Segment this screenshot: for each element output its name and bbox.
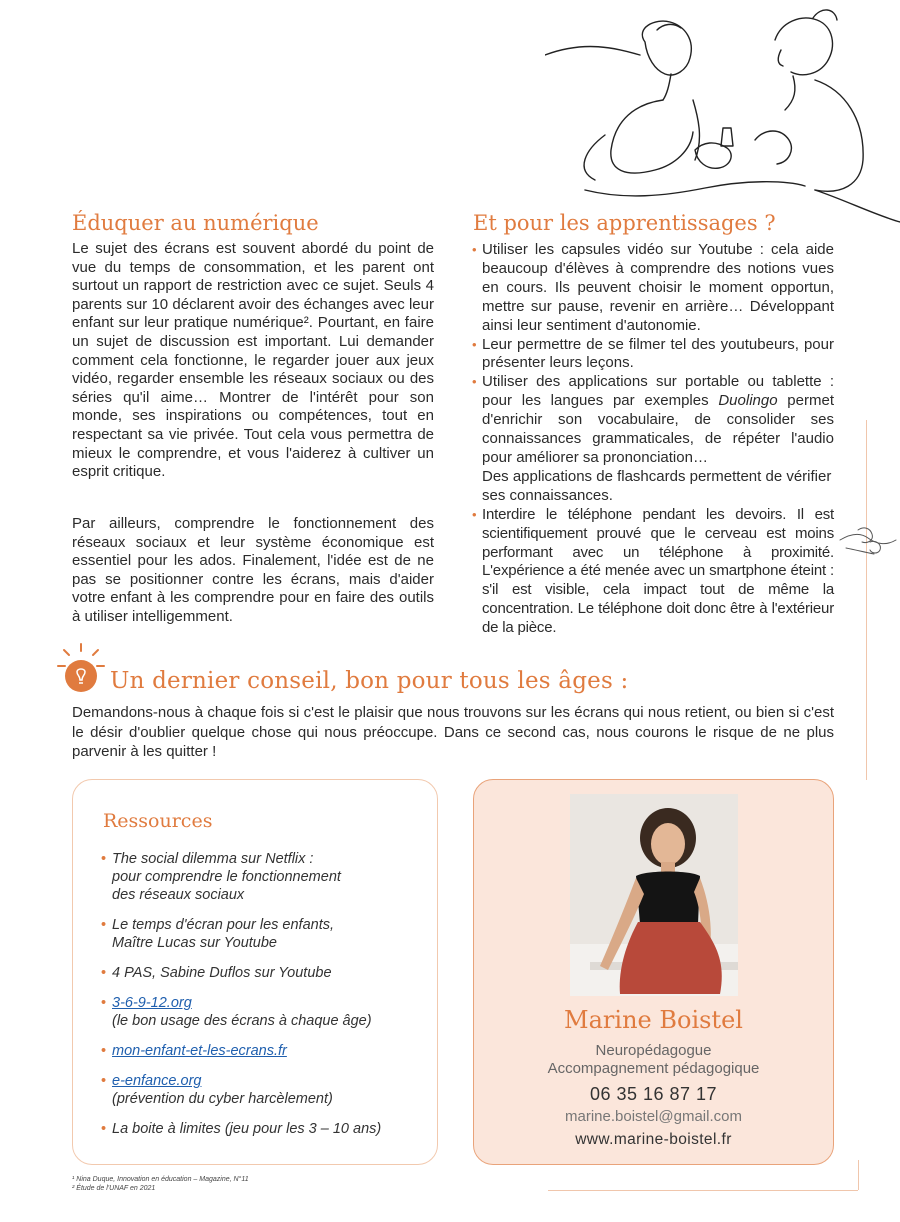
link-e-enfance[interactable]: e-enfance.org — [112, 1073, 202, 1089]
resource-item-maitre-lucas — [101, 916, 421, 952]
resource-line: The social dilemma sur Netflix : — [112, 851, 314, 867]
profile-photo — [570, 794, 738, 996]
resource-line: Le temps d'écran pour les enfants, — [112, 917, 335, 933]
tip-text: Demandons-nous à chaque fois si c'est le plaisir que nous trouvons sur les écrans qui nous retient, ou bien si c'est le désir d'oublier quelque chose qui nous préoccupe. Dans ce second cas, nous courons le risque de ne plus parvenir à les quitter ! — [72, 704, 834, 760]
profile-email[interactable]: marine.boistel@gmail.com — [565, 1108, 742, 1125]
bottom-rule — [548, 1190, 858, 1191]
resources-box — [72, 779, 438, 1165]
couple-line-drawing — [545, 0, 900, 225]
resource-item-4pas — [101, 964, 421, 982]
resource-line: (prévention du cyber harcèlement) — [112, 1091, 333, 1107]
resource-line: des réseaux sociaux — [112, 887, 245, 903]
resources-title: Ressources — [103, 810, 213, 832]
profile-website[interactable]: www.marine-boistel.fr — [575, 1131, 732, 1148]
list-item: • Utiliser les capsules vidéo sur Youtube : cela aide beaucoup d'élèves à comprendre des notions vues en cours. Ils peuvent choisir le moment opportun, mettre sur pause, revenir en arrière… Développant ainsi leur sentiment d'autonomie. — [472, 241, 834, 336]
profile-role-1: Neuropédagogue — [595, 1042, 712, 1059]
resource-item-boite-a-limites — [101, 1120, 421, 1138]
bottom-right-rule — [858, 1160, 859, 1190]
resource-item-netflix — [101, 850, 421, 904]
apps-text-before: Utiliser des applications sur portable ou tablette : pour les langues par exemples — [482, 373, 834, 410]
link-mon-enfant-et-les-ecrans[interactable]: mon-enfant-et-les-ecrans.fr — [112, 1043, 287, 1059]
list-item: • Interdire le téléphone pendant les devoirs. Il est scientifiquement prouvé que le cerveau est moins performant avec un téléphone à proximité. L'expérience a été menée avec un smartphone éteint : s'il est visible, cela impact tout de même la concentration. Le téléphone doit donc être à l'extérieur de la pièce. — [472, 506, 834, 638]
lightbulb-icon — [56, 642, 106, 694]
tip-title: Un dernier conseil, bon pour tous les âges : — [110, 668, 629, 694]
list-item — [472, 373, 834, 505]
resource-line: 4 PAS, Sabine Duflos sur Youtube — [112, 965, 332, 981]
resource-line: (le bon usage des écrans à chaque âge) — [112, 1013, 372, 1029]
left-paragraph-1: Le sujet des écrans est souvent abordé du point de vue du temps de consommation, et les parent ont surtout un rapport de restriction avec ce sujet. Seuls 4 parents sur 10 déclarent avoir des échanges avec leur enfant sur leur pratique numérique². Pourtant, en faire un sujet de discussion est important. Lui demander comment cela fonctionne, le regarder jouer aux jeux vidéo, regarder ensemble les réseaux sociaux ou des séries qu'il aime… Montrer de l'intérêt pour son monde, ses inspirations ou compétences, tout en respectant sa vie privée. Tout cela vous permettra de mieux le comprendre, et vous l'aiderez à cultiver un esprit critique. — [72, 240, 434, 481]
profile-role-2: Accompagnement pédagogique — [547, 1060, 760, 1077]
right-margin-rule — [866, 420, 867, 780]
resource-item-e-enfance — [101, 1072, 421, 1108]
resources-list — [101, 850, 421, 1150]
resource-item-3-6-9-12 — [101, 994, 421, 1030]
profile-name: Marine Boistel — [564, 1006, 743, 1034]
footnote-2: ² Étude de l'UNAF en 2021 — [72, 1185, 156, 1192]
left-section-title: Éduquer au numérique — [72, 211, 319, 235]
resource-item-mon-enfant — [101, 1042, 421, 1060]
list-item: • Leur permettre de se filmer tel des youtubeurs, pour présenter leurs leçons. — [472, 336, 834, 374]
right-section-title: Et pour les apprentissages ? — [473, 211, 776, 235]
resource-line: Maître Lucas sur Youtube — [112, 935, 277, 951]
footnote-1: ¹ Nina Duque, Innovation en éducation – Magazine, N°11 — [72, 1176, 249, 1183]
learning-tips-list — [472, 241, 834, 638]
resource-line: pour comprendre le fonctionnement — [112, 869, 341, 885]
link-3-6-9-12[interactable]: 3-6-9-12.org — [112, 995, 192, 1011]
flashcards-text: Des applications de flashcards permettent de vérifier ses connaissances. — [482, 467, 832, 504]
profile-phone[interactable]: 06 35 16 87 17 — [589, 1084, 718, 1104]
duolingo-app-name: Duolingo — [718, 392, 778, 410]
left-paragraph-2: Par ailleurs, comprendre le fonctionnement des réseaux sociaux et leur système économique est essentiel pour les ados. Finalement, l'idée est de ne pas se positionner contre les écrans, mais d'aider votre enfant à les comprendre pour en faire des outils à utiliser intelligemment. — [72, 515, 434, 625]
profile-card — [473, 779, 834, 1165]
apps-text-after: permet d'enrichir son vocabulaire, de consolider ses connaissances grammaticales, de répéter l'audio pour améliorer sa prononciation… — [482, 392, 834, 466]
resource-line: La boite à limites (jeu pour les 3 – 10 ans) — [112, 1121, 382, 1137]
hands-sketch-icon — [836, 520, 900, 560]
